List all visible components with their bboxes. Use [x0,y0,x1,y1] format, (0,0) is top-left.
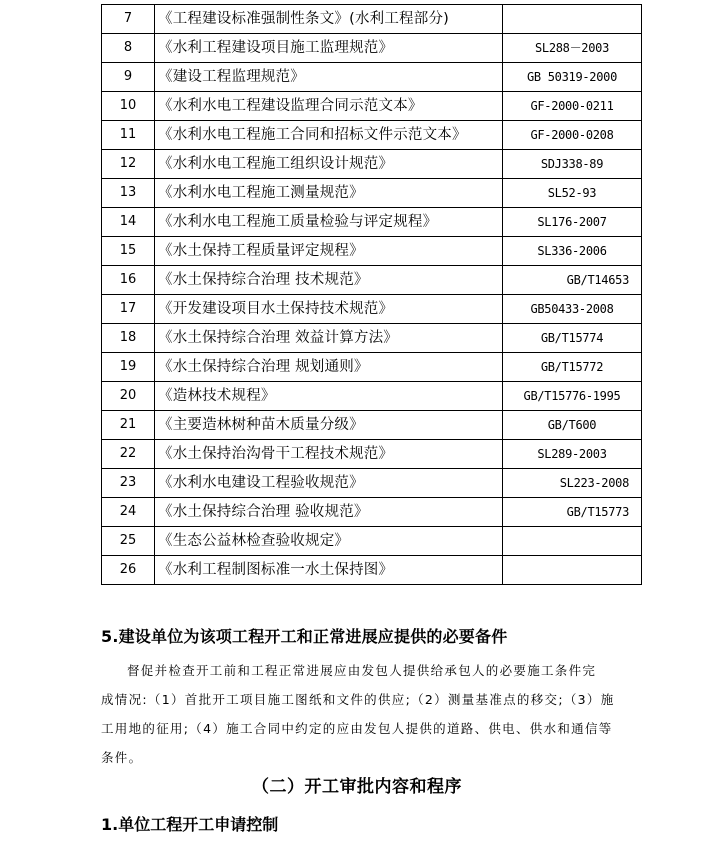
row-number: 18 [102,324,155,353]
standard-code [503,5,642,34]
row-number: 22 [102,440,155,469]
standard-name: 《水利水电建设工程验收规范》 [155,469,503,498]
row-number: 7 [102,5,155,34]
standard-name: 《水利水电工程施工合同和招标文件示范文本》 [155,121,503,150]
section-5-paragraph-line-4: 条件。 [101,750,143,765]
standard-name: 《水利水电工程施工质量检验与评定规程》 [155,208,503,237]
standard-name: 《水土保持工程质量评定规程》 [155,237,503,266]
section-5-paragraph-line-3: 工用地的征用;（4）施工合同中约定的应由发包人提供的道路、供电、供水和通信等 [101,721,613,736]
standard-name: 《水土保持综合治理 技术规范》 [155,266,503,295]
table-row [102,63,642,92]
standard-code: SL336-2006 [503,237,642,266]
standard-code: SL223-2008 [503,469,642,498]
standard-code: GB 50319-2000 [503,63,642,92]
standard-name: 《水土保持治沟骨干工程技术规范》 [155,440,503,469]
table-row [102,5,642,34]
standard-code: GB/T15773 [503,498,642,527]
row-number: 9 [102,63,155,92]
standard-name: 《工程建设标准强制性条文》(水利工程部分) [155,5,503,34]
section-5-paragraph-line-1 [101,656,633,685]
section-2-heading: （二）开工审批内容和程序 [252,777,462,797]
row-number: 24 [102,498,155,527]
standard-code: SL176-2007 [503,208,642,237]
table-row [102,556,642,585]
standard-name: 《生态公益林检查验收规定》 [155,527,503,556]
standard-code: GB/T14653 [503,266,642,295]
standard-code: GF-2000-0208 [503,121,642,150]
standard-code: GB/T600 [503,411,642,440]
standards-table [101,4,642,585]
row-number: 17 [102,295,155,324]
row-number: 25 [102,527,155,556]
row-number: 23 [102,469,155,498]
table-row [102,150,642,179]
standard-code: GF-2000-0211 [503,92,642,121]
standard-name: 《水利工程建设项目施工监理规范》 [155,34,503,63]
row-number: 14 [102,208,155,237]
table-row [102,237,642,266]
row-number: 10 [102,92,155,121]
standard-name: 《水利水电工程建设监理合同示范文本》 [155,92,503,121]
section-1-heading: 1.单位工程开工申请控制 [101,815,279,834]
standard-code [503,556,642,585]
standard-name: 《水土保持综合治理 规划通则》 [155,353,503,382]
row-number: 16 [102,266,155,295]
standard-name: 《主要造林树种苗木质量分级》 [155,411,503,440]
section-5-paragraph-line-2: 成情况:（1）首批开工项目施工图纸和文件的供应;（2）测量基准点的移交;（3）施 [101,692,615,707]
table-row [102,92,642,121]
row-number: 20 [102,382,155,411]
standard-code: GB50433-2008 [503,295,642,324]
table-row [102,208,642,237]
standard-code: GB/T15776-1995 [503,382,642,411]
standard-name: 《水利工程制图标准一水土保持图》 [155,556,503,585]
table-row [102,324,642,353]
table-row [102,353,642,382]
row-number: 8 [102,34,155,63]
standard-name: 《建设工程监理规范》 [155,63,503,92]
row-number: 11 [102,121,155,150]
table-row [102,121,642,150]
standards-table-body [102,5,642,585]
standard-name: 《开发建设项目水土保持技术规范》 [155,295,503,324]
table-row [102,266,642,295]
table-row [102,382,642,411]
standard-name: 《水土保持综合治理 验收规范》 [155,498,503,527]
table-row [102,469,642,498]
row-number: 21 [102,411,155,440]
row-number: 15 [102,237,155,266]
table-row [102,295,642,324]
standard-name: 《水土保持综合治理 效益计算方法》 [155,324,503,353]
table-row [102,34,642,63]
row-number: 13 [102,179,155,208]
row-number: 19 [102,353,155,382]
standard-code: SL288－2003 [503,34,642,63]
standard-code: GB/T15772 [503,353,642,382]
table-row [102,440,642,469]
row-number: 12 [102,150,155,179]
row-number: 26 [102,556,155,585]
standard-code [503,527,642,556]
standard-name: 《水利水电工程施工组织设计规范》 [155,150,503,179]
standard-code: SDJ338-89 [503,150,642,179]
standard-name: 《水利水电工程施工测量规范》 [155,179,503,208]
standard-code: GB/T15774 [503,324,642,353]
standard-name: 《造林技术规程》 [155,382,503,411]
table-row [102,179,642,208]
standard-code: SL52-93 [503,179,642,208]
table-row [102,411,642,440]
section-5-heading: 5.建设单位为该项工程开工和正常进展应提供的必要备件 [101,627,508,646]
table-row [102,498,642,527]
standard-code: SL289-2003 [503,440,642,469]
table-row [102,527,642,556]
paragraph-text: 督促并检查开工前和工程正常进展应由发包人提供给承包人的必要施工条件完 [127,663,597,678]
